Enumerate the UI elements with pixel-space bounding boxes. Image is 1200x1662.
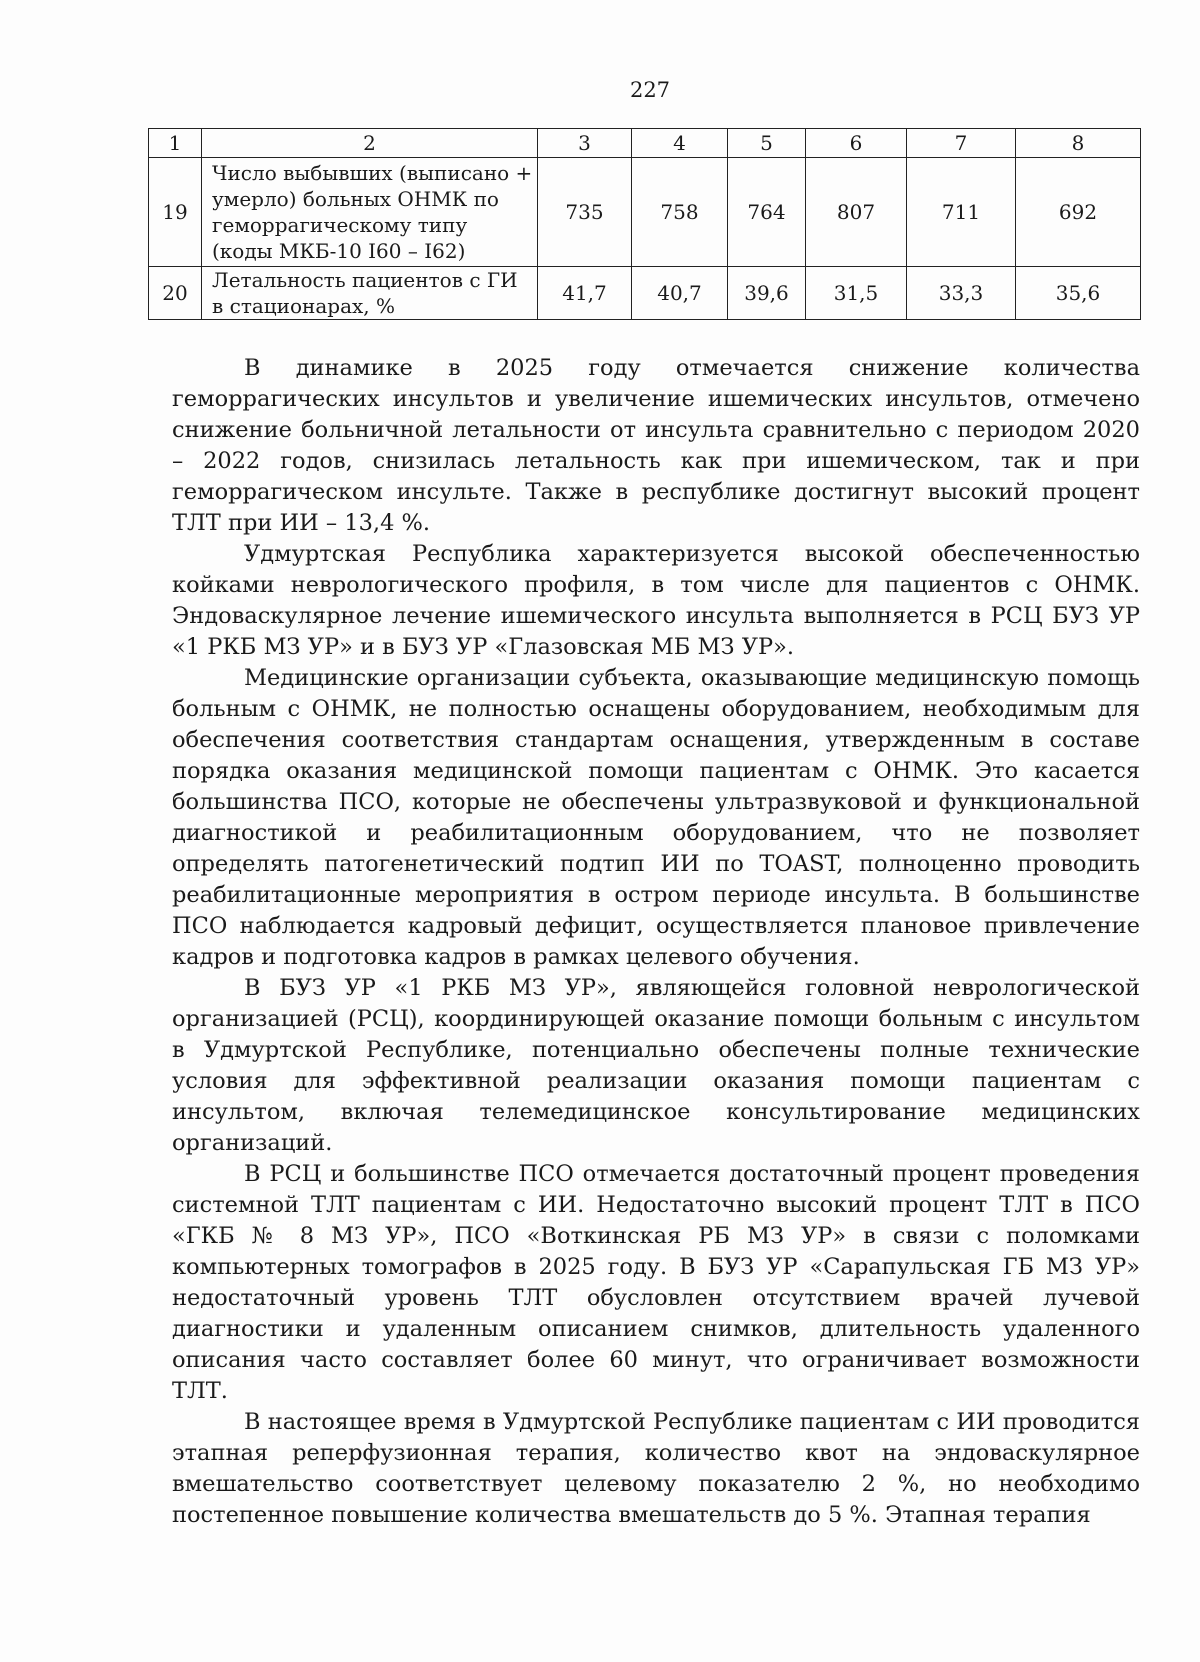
paragraph: В РСЦ и большинстве ПСО отмечается достаточный процент проведения системной ТЛТ пациентам с ИИ. Недостаточно высокий процент ТЛТ в ПСО «ГКБ № 8 МЗ УР», ПСО «Воткинская РБ МЗ УР» в связи с поломками компьютерных томографов в 2025 году. В БУЗ УР «Сарапульская ГБ МЗ УР» недостаточный уровень ТЛТ обусловлен отсутствием врачей лучевой диагностики и удаленным описанием снимков, длительность удаленного описания часто составляет более 60 минут, что ограничивает возможности ТЛТ.	[172, 1161, 1140, 1404]
table-header-cell: 8	[1016, 129, 1141, 158]
table-cell: 33,3	[907, 267, 1016, 320]
table-cell: 41,7	[538, 267, 632, 320]
paragraph: В динамике в 2025 году отмечается снижение количества геморрагических инсультов и увеличение ишемических инсультов, отмечено снижение больничной летальности от инсульта сравнительно с периодом 2020 – 2022 годов, снизилась летальность как при ишемическом, так и при геморрагическом инсульте. Также в республике достигнут высокий процент ТЛТ при ИИ – 13,4 %.	[172, 355, 1140, 536]
paragraph: Медицинские организации субъекта, оказывающие медицинскую помощь больным с ОНМК, не полностью оснащены оборудованием, необходимым для обеспечения соответствия стандартам оснащения, утвержденным в составе порядка оказания медицинской помощи пациентам с ОНМК. Это касается большинства ПСО, которые не обеспечены ультразвуковой и функциональной диагностикой и реабилитационным оборудованием, что не позволяет определять патогенетический подтип ИИ по TOAST, полноценно проводить реабилитационные мероприятия в остром периоде инсульта. В большинстве ПСО наблюдается кадровый дефицит, осуществляется плановое привлечение кадров и подготовка кадров в рамках целевого обучения.	[172, 665, 1140, 970]
table-row	[149, 267, 1141, 320]
paragraph: Удмуртская Республика характеризуется высокой обеспеченностью койками неврологического профиля, в том числе для пациентов с ОНМК. Эндоваскулярное лечение ишемического инсульта выполняется в РСЦ БУЗ УР «1 РКБ МЗ УР» и в БУЗ УР «Глазовская МБ МЗ УР».	[172, 541, 1140, 660]
table-cell: 711	[907, 158, 1016, 267]
row-number: 20	[149, 267, 202, 320]
table-cell: 31,5	[806, 267, 907, 320]
row-label: Число выбывших (выписано + умерло) больных ОНМК по геморрагическому типу (коды МКБ-10 I60 – I62)	[202, 158, 538, 267]
table-header-row	[149, 129, 1141, 158]
table-header-cell: 5	[728, 129, 806, 158]
table-header-cell: 2	[202, 129, 538, 158]
table-header-cell: 3	[538, 129, 632, 158]
table-cell: 758	[632, 158, 728, 267]
table-cell: 692	[1016, 158, 1141, 267]
page-number: 227	[629, 78, 671, 102]
table-header-cell: 6	[806, 129, 907, 158]
table-header-cell: 1	[149, 129, 202, 158]
paragraph: В БУЗ УР «1 РКБ МЗ УР», являющейся головной неврологической организацией (РСЦ), координирующей оказание помощи больным с инсультом в Удмуртской Республике, потенциально обеспечены полные технические условия для эффективной реализации оказания помощи пациентам с инсультом, включая телемедицинское консультирование медицинских организаций.	[172, 975, 1140, 1156]
row-label: Летальность пациентов с ГИ в стационарах, %	[202, 267, 538, 320]
table-cell: 735	[538, 158, 632, 267]
table-cell: 35,6	[1016, 267, 1141, 320]
table-header-cell: 4	[632, 129, 728, 158]
paragraph: В настоящее время в Удмуртской Республике пациентам с ИИ проводится этапная реперфузионная терапия, количество квот на эндоваскулярное вмешательство соответствует целевому показателю 2 %, но необходимо постепенное повышение количества вмешательств до 5 %. Этапная терапия	[172, 1409, 1140, 1528]
statistics-table	[148, 128, 1141, 320]
table-header-cell: 7	[907, 129, 1016, 158]
body-text	[172, 353, 1140, 1531]
row-number: 19	[149, 158, 202, 267]
table-cell: 764	[728, 158, 806, 267]
table-cell: 40,7	[632, 267, 728, 320]
table-cell: 39,6	[728, 267, 806, 320]
table-row	[149, 158, 1141, 267]
table-cell: 807	[806, 158, 907, 267]
